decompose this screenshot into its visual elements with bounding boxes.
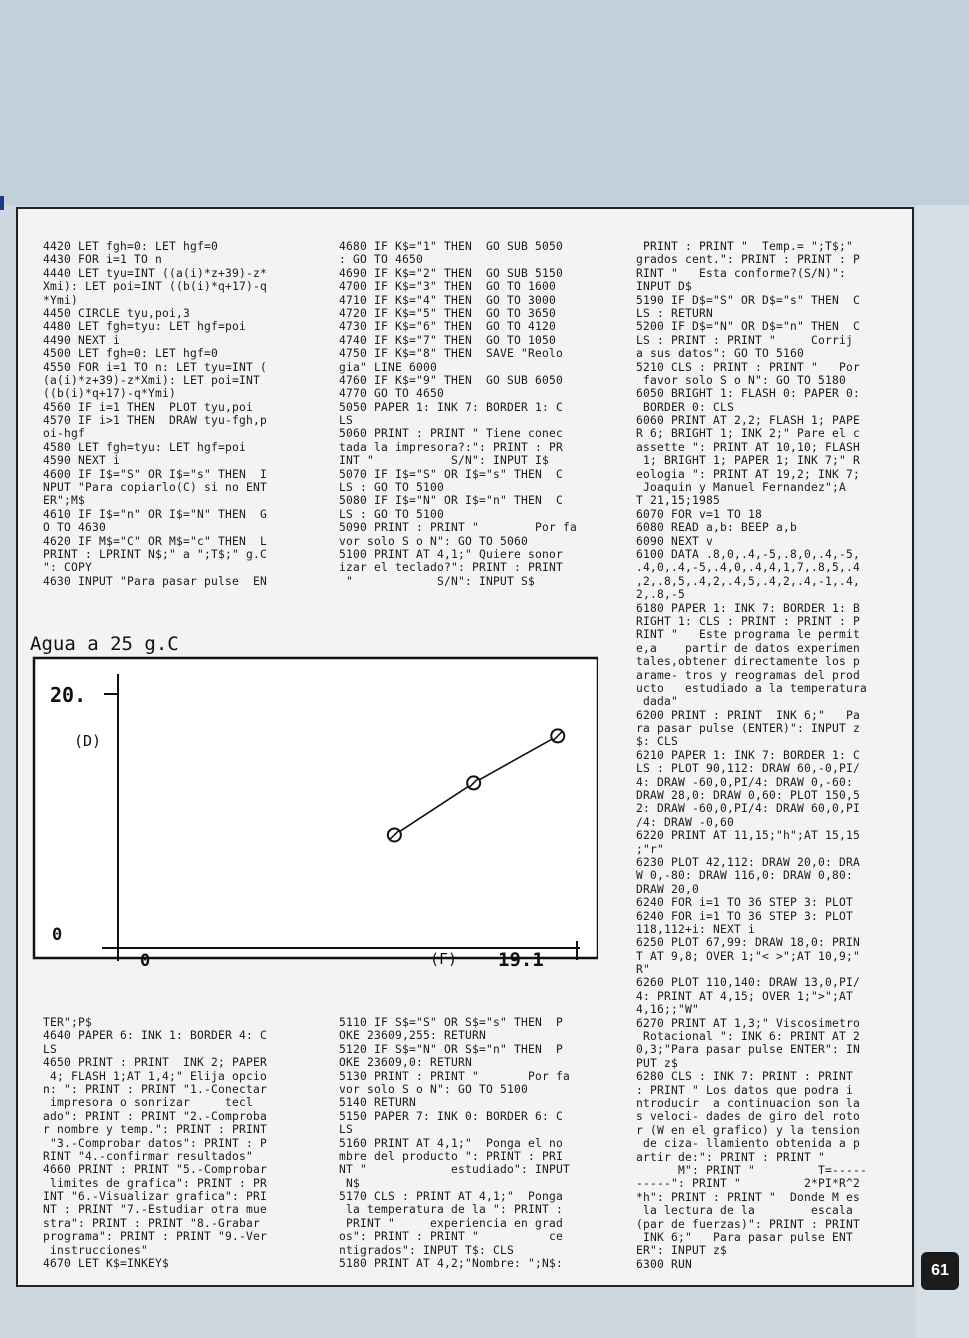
code-line: favor solo S o N": GO TO 5180: [636, 373, 847, 387]
code-line: RINT " Este programa le permit: [636, 628, 861, 642]
code-line: 5180 PRINT AT 4,2;"Nombre: ";N$:: [339, 1257, 564, 1271]
code-line: r (W en el grafico) y la tension: [636, 1123, 861, 1137]
code-line: 4: DRAW -60,0,PI/4: DRAW 0,-60:: [636, 775, 854, 789]
code-line: 4,16;;"W": [636, 1003, 700, 1017]
code-line: 4710 IF K$="4" THEN GO TO 3000: [339, 293, 557, 307]
code-line: ,2,.8,5,.4,2,.4,5,.4,2,.4,-1,.4,: [636, 574, 861, 588]
code-line: ((b(i)*q+17)-q*Ymi): [43, 387, 177, 401]
code-line: N$: [339, 1176, 361, 1190]
code-line: 6250 PLOT 67,99: DRAW 18,0: PRIN: [636, 936, 861, 950]
code-line: 4590 NEXT i: [43, 454, 121, 468]
code-line: r nombre y temp.": PRINT : PRINT: [43, 1123, 268, 1137]
code-line: BORDER 0: CLS: [636, 400, 735, 414]
code-line: 4730 IF K$="6" THEN GO TO 4120: [339, 320, 557, 334]
code-line: 5170 CLS : PRINT AT 4,1;" Ponga: [339, 1190, 564, 1204]
code-line: 4420 LET fgh=0: LET hgf=0: [43, 240, 219, 253]
code-line: 4440 LET tyu=INT ((a(i)*z+39)-z*: [43, 266, 268, 280]
code-line: NPUT "Para copiarlo(C) si no ENT: [43, 481, 268, 495]
code-line: 118,112+i: NEXT i: [636, 922, 756, 936]
code-line: ER";M$: [43, 494, 86, 508]
code-line: 6240 FOR i=1 TO 36 STEP 3: PLOT: [636, 909, 854, 923]
code-line: 6230 PLOT 42,112: DRAW 20,0: DRA: [636, 855, 861, 869]
code-line: mbre del producto ": PRINT : PRI: [339, 1149, 564, 1163]
code-line: de ciza- llamiento obtenida a p: [636, 1137, 861, 1151]
listing-column-3: [636, 240, 867, 1271]
code-line: 6210 PAPER 1: INK 7: BORDER 1: C: [636, 748, 861, 762]
code-line: *h": PRINT : PRINT " Donde M es: [636, 1190, 861, 1204]
code-line: 5130 PRINT : PRINT " Por fa: [339, 1069, 571, 1083]
code-line: eologia ": PRINT AT 19,2; INK 7;: [636, 467, 861, 481]
code-line: R": [636, 963, 651, 977]
code-line: Joaquin y Manuel Fernandez";A: [636, 481, 847, 495]
code-line: 5050 PAPER 1: INK 7: BORDER 1: C: [339, 400, 564, 414]
code-line: 4500 LET fgh=0: LET hgf=0: [43, 347, 219, 361]
y-zero-label: 0: [52, 925, 63, 945]
code-line: : PRINT " Los datos que podra i: [636, 1083, 854, 1097]
code-line: /4: DRAW -0,60: [636, 815, 735, 829]
code-line: 5120 IF S$="N" OR S$="n" THEN P: [339, 1042, 564, 1056]
code-line: LS : GO TO 5100: [339, 481, 445, 495]
code-line: 6090 NEXT v: [636, 534, 714, 548]
code-line: artir de:": PRINT : PRINT ": [636, 1150, 826, 1164]
code-line: 6220 PRINT AT 11,15;"h";AT 15,15: [636, 829, 861, 843]
code-line: tales,obtener directamente los p: [636, 655, 861, 669]
code-line: 4430 FOR i=1 TO n: [43, 253, 163, 267]
code-line: 5160 PRINT AT 4,1;" Ponga el no: [339, 1136, 564, 1150]
code-line: 5200 IF D$="N" OR D$="n" THEN C: [636, 320, 861, 334]
code-line: ucto estudiado a la temperatura: [636, 681, 868, 695]
code-line: (par de fuerzas)": PRINT : PRINT: [636, 1217, 861, 1231]
code-line: gia" LINE 6000: [339, 360, 438, 374]
code-line: 6060 PRINT AT 2,2; FLASH 1; PAPE: [636, 414, 861, 428]
code-line: RINT " Esta conforme?(S/N)":: [636, 266, 847, 280]
code-line: 4; FLASH 1;AT 1,4;" Elija opcio: [43, 1069, 268, 1083]
code-line: izar el teclado?": PRINT : PRINT: [339, 561, 564, 575]
code-line: 4570 IF i>1 THEN DRAW tyu-fgh,p: [43, 414, 268, 428]
x-zero-label: 0: [140, 951, 151, 971]
code-line: grados cent.": PRINT : PRINT : P: [636, 253, 861, 267]
code-line: a sus datos": GO TO 5160: [636, 347, 805, 361]
code-line: s veloci- dades de giro del roto: [636, 1110, 861, 1124]
code-line: Xmi): LET poi=INT ((b(i)*q+17)-q: [43, 280, 268, 294]
code-line: NT " estudiado": INPUT: [339, 1163, 571, 1177]
rheogram-graph: [32, 656, 598, 986]
code-line: Rotacional ": INK 6: PRINT AT 2: [636, 1030, 861, 1044]
code-line: LS : GO TO 5100: [339, 507, 445, 521]
listing-column-1-top: [43, 240, 267, 588]
code-line: O TO 4630: [43, 521, 107, 535]
code-line: OKE 23609,0: RETURN: [339, 1056, 473, 1070]
code-line: e,a partir de datos experimen: [636, 641, 861, 655]
code-line: "3.-Comprobar datos": PRINT : P: [43, 1136, 268, 1150]
code-line: PRINT " experiencia en grad: [339, 1216, 564, 1230]
code-line: RIGHT 1: CLS : PRINT : PRINT : P: [636, 614, 861, 628]
x-max-label: 19.1: [498, 949, 544, 971]
code-line: oi-hgf: [43, 427, 86, 441]
code-line: 4720 IF K$="5" THEN GO TO 3650: [339, 306, 557, 320]
code-line: 4670 LET K$=INKEY$: [43, 1257, 170, 1271]
code-line: 6200 PRINT : PRINT INK 6;" Pa: [636, 708, 861, 722]
right-margin: [916, 205, 969, 1338]
code-line: 5110 IF S$="S" OR S$="s" THEN P: [339, 1016, 564, 1029]
edge-marker: [0, 196, 4, 210]
code-line: 4660 PRINT : PRINT "5.-Comprobar: [43, 1163, 268, 1177]
code-line: PRINT : LPRINT N$;" a ";T$;" g.C: [43, 547, 268, 561]
code-line: 4770 GO TO 4650: [339, 387, 445, 401]
listing-column-1-bottom: [43, 1016, 267, 1270]
listing-column-2-top: [339, 240, 577, 588]
code-line: 4620 IF M$="C" OR M$="c" THEN L: [43, 534, 268, 548]
code-line: LS: [339, 414, 354, 428]
code-line: DRAW 20,0: [636, 882, 700, 896]
code-line: 5090 PRINT : PRINT " Por fa: [339, 521, 578, 535]
code-line: 4680 IF K$="1" THEN GO SUB 5050: [339, 240, 564, 253]
code-line: 4640 PAPER 6: INK 1: BORDER 4: C: [43, 1029, 268, 1043]
code-line: LS : RETURN: [636, 306, 714, 320]
y-top-label: 20.: [50, 683, 87, 707]
code-line: la temperatura de la ": PRINT :: [339, 1203, 564, 1217]
code-line: 4560 IF i=1 THEN PLOT tyu,poi: [43, 400, 254, 414]
code-line: 6280 CLS : INK 7: PRINT : PRINT: [636, 1070, 854, 1084]
code-line: ;"r": [636, 842, 665, 856]
x-unit-label: (F): [430, 950, 458, 968]
page-number: 61: [921, 1252, 959, 1290]
code-line: limites de grafica": PRINT : PR: [43, 1176, 268, 1190]
code-line: T 21,15;1985: [636, 494, 721, 508]
code-line: 1; BRIGHT 1; PAPER 1; INK 7;" R: [636, 454, 861, 468]
code-line: 4760 IF K$="9" THEN GO SUB 6050: [339, 373, 564, 387]
code-line: 0,3;"Para pasar pulse ENTER": IN: [636, 1043, 861, 1057]
code-line: 4630 INPUT "Para pasar pulse EN: [43, 574, 268, 588]
code-line: : GO TO 4650: [339, 253, 424, 267]
top-margin: [0, 0, 969, 205]
code-line: ntigrados": INPUT T$: CLS: [339, 1243, 515, 1257]
code-line: 4650 PRINT : PRINT INK 2; PAPER: [43, 1056, 268, 1070]
code-line: PRINT : PRINT " Temp.= ";T$;": [636, 240, 854, 253]
code-line: 5060 PRINT : PRINT " Tiene conec: [339, 427, 564, 441]
code-line: TER";P$: [43, 1016, 93, 1029]
code-line: INT " S/N": INPUT I$: [339, 454, 550, 468]
code-line: 2,.8,-5: [636, 588, 686, 602]
code-line: INT "6.-Visualizar grafica": PRI: [43, 1190, 268, 1204]
code-line: ado": PRINT : PRINT "2.-Comproba: [43, 1109, 268, 1123]
code-line: R 6; BRIGHT 1; INK 2;" Pare el c: [636, 427, 861, 441]
code-line: instrucciones": [43, 1243, 149, 1257]
listing-column-2-bottom: [339, 1016, 570, 1270]
code-line: os": PRINT : PRINT " ce: [339, 1230, 564, 1244]
code-line: 5210 CLS : PRINT : PRINT " Por: [636, 360, 861, 374]
code-line: 4740 IF K$="7" THEN GO TO 1050: [339, 333, 557, 347]
code-line: INK 6;" Para pasar pulse ENT: [636, 1230, 854, 1244]
code-line: 4700 IF K$="3" THEN GO TO 1600: [339, 280, 557, 294]
code-line: 4450 CIRCLE tyu,poi,3: [43, 306, 191, 320]
code-line: 5100 PRINT AT 4,1;" Quiere sonor: [339, 547, 564, 561]
code-line: 6070 FOR v=1 TO 18: [636, 507, 763, 521]
code-line: 5150 PAPER 7: INK 0: BORDER 6: C: [339, 1109, 564, 1123]
code-line: 6300 RUN: [636, 1257, 693, 1271]
code-line: arame- tros y reogramas del prod: [636, 668, 861, 682]
code-line: DRAW 28,0: DRAW 0,60: PLOT 150,5: [636, 789, 861, 803]
code-line: 5080 IF I$="N" OR I$="n" THEN C: [339, 494, 564, 508]
code-line: PUT z$: [636, 1056, 679, 1070]
code-line: 4480 LET fgh=tyu: LET hgf=poi: [43, 320, 247, 334]
code-line: 5140 RETURN: [339, 1096, 417, 1110]
code-line: 4690 IF K$="2" THEN GO SUB 5150: [339, 266, 564, 280]
code-line: 5190 IF D$="S" OR D$="s" THEN C: [636, 293, 861, 307]
code-line: RINT "4.-confirmar resultados": [43, 1149, 254, 1163]
code-line: 6050 BRIGHT 1: FLASH 0: PAPER 0:: [636, 387, 861, 401]
code-line: 6260 PLOT 110,140: DRAW 13,0,PI/: [636, 976, 861, 990]
code-line: INPUT D$: [636, 280, 693, 294]
code-line: la lectura de la escala: [636, 1204, 854, 1218]
code-line: ntroducir a continuacion son la: [636, 1097, 861, 1110]
code-line: *Ymi): [43, 293, 79, 307]
code-line: W 0,-80: DRAW 116,0: DRAW 0,80:: [636, 869, 854, 883]
code-line: 6080 READ a,b: BEEP a,b: [636, 521, 798, 535]
y-unit-label: (D): [74, 732, 102, 750]
code-line: " S/N": INPUT S$: [339, 574, 536, 588]
code-line: n: ": PRINT : PRINT "1.-Conectar: [43, 1082, 268, 1096]
code-line: impresora o sonrizar tecl: [43, 1096, 254, 1110]
code-line: 4: PRINT AT 4,15; OVER 1;">";AT: [636, 989, 854, 1003]
code-line: assette ": PRINT AT 10,10; FLASH: [636, 440, 861, 454]
code-line: ER": INPUT z$: [636, 1244, 728, 1258]
code-line: 4750 IF K$="8" THEN SAVE "Reolo: [339, 347, 564, 361]
code-line: LS: [43, 1042, 58, 1056]
code-line: T AT 9,8; OVER 1;"< >";AT 10,9;": [636, 949, 861, 963]
code-line: 4580 LET fgh=tyu: LET hgf=poi: [43, 440, 247, 454]
code-line: programa": PRINT : PRINT "9.-Ver: [43, 1230, 268, 1244]
code-line: 2: DRAW -60,0,PI/4: DRAW 60,0,PI: [636, 802, 861, 816]
code-line: stra": PRINT : PRINT "8.-Grabar: [43, 1216, 261, 1230]
code-line: vor solo S o N": GO TO 5060: [339, 534, 529, 548]
code-line: LS : PRINT : PRINT " Corrij: [636, 333, 854, 347]
code-line: 6240 FOR i=1 TO 36 STEP 3: PLOT: [636, 896, 854, 910]
code-line: ": COPY: [43, 561, 93, 575]
code-line: -----": PRINT " 2*PI*R^2: [636, 1177, 861, 1191]
code-line: LS : PLOT 90,112: DRAW 60,-0,PI/: [636, 762, 861, 776]
code-line: M": PRINT " T=-----: [636, 1163, 868, 1177]
code-line: vor solo S o N": GO TO 5100: [339, 1082, 529, 1096]
graph-title: Agua a 25 g.C: [30, 633, 179, 655]
code-line: tada la impresora?:": PRINT : PR: [339, 440, 564, 454]
code-line: OKE 23609,255: RETURN: [339, 1029, 487, 1043]
code-line: 6180 PAPER 1: INK 7: BORDER 1: B: [636, 601, 861, 615]
code-line: (a(i)*z+39)-z*Xmi): LET poi=INT: [43, 373, 261, 387]
code-line: 6100 DATA .8,0,.4,-5,.8,0,.4,-5,: [636, 547, 861, 561]
code-line: 4600 IF I$="S" OR I$="s" THEN I: [43, 467, 268, 481]
code-line: $: CLS: [636, 735, 679, 749]
code-line: 6270 PRINT AT 1,3;" Viscosimetro: [636, 1016, 861, 1030]
code-line: dada": [636, 695, 679, 709]
code-line: .4,0,.4,-5,.4,0,.4,4,1,7,.8,5,.4: [636, 561, 861, 575]
code-line: LS: [339, 1123, 354, 1137]
code-line: 4610 IF I$="n" OR I$="N" THEN G: [43, 507, 268, 521]
code-line: 4550 FOR i=1 TO n: LET tyu=INT (: [43, 360, 268, 374]
code-line: 5070 IF I$="S" OR I$="s" THEN C: [339, 467, 564, 481]
code-line: NT : PRINT "7.-Estudiar otra mue: [43, 1203, 268, 1217]
code-line: ra pasar pulse (ENTER)": INPUT z: [636, 722, 861, 736]
code-line: 4490 NEXT i: [43, 333, 121, 347]
